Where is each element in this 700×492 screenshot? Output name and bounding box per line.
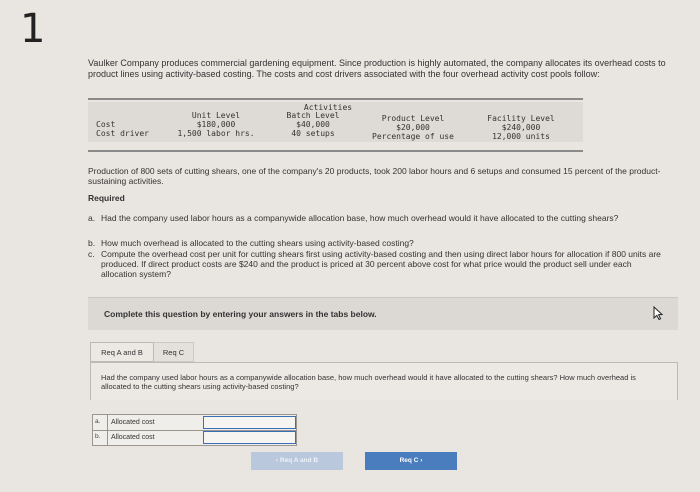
tab-req-a-and-b[interactable]: Req A and B — [90, 342, 154, 362]
unit-level-cost: $180,000 — [196, 120, 236, 129]
facility-level-header: Facility Level — [487, 114, 555, 123]
row-label-cost-driver: Cost driver — [96, 129, 149, 138]
table-row — [93, 430, 296, 445]
product-level-driver: Percentage of use — [372, 132, 454, 141]
row-label-cost: Cost — [96, 120, 116, 129]
facility-level-cost: $240,000 — [501, 123, 541, 132]
row-letter: b. — [95, 433, 101, 440]
facility-level-driver: 12,000 units — [492, 132, 550, 141]
allocated-cost-a-input[interactable] — [203, 416, 296, 429]
requirement-c — [88, 249, 668, 281]
activities-header: Activities — [303, 103, 353, 112]
product-level-cost: $20,000 — [396, 123, 430, 132]
batch-level-header: Batch Level — [286, 111, 340, 120]
tab-panel — [90, 362, 678, 400]
allocated-cost-b-input[interactable] — [203, 431, 296, 444]
instructions-box — [88, 297, 678, 330]
requirement-text: How much overhead is allocated to the cutting shears using activity-based costing? — [101, 238, 414, 248]
prev-button-label: Req A and B — [279, 457, 319, 464]
activity-cost-table — [88, 98, 583, 152]
chevron-left-icon: ‹ — [275, 457, 279, 464]
requirement-a — [88, 213, 668, 233]
requirement-letter: c. — [88, 249, 95, 259]
question-number: 1 — [20, 6, 46, 52]
problem-intro: Vaulker Company produces commercial gardening equipment. Since production is highly automated, the company allocates its overhead costs to product lines using activity-based costing. The costs and cost drivers associated with the four overhead activity cost pools follow: — [88, 58, 666, 79]
batch-level-driver: 40 setups — [291, 129, 335, 138]
requirement-letter: a. — [88, 213, 96, 223]
row-label: Allocated cost — [107, 430, 203, 445]
tab-req-c[interactable]: Req C — [154, 342, 194, 362]
unit-level-driver: 1,500 labor hrs. — [177, 129, 255, 138]
next-button-label: Req C — [399, 457, 419, 464]
chevron-right-icon: › — [420, 457, 423, 464]
instructions-text: Complete this question by entering your answers in the tabs below. — [104, 309, 377, 319]
row-label: Allocated cost — [107, 415, 203, 430]
prev-button[interactable] — [251, 452, 343, 470]
requirement-letter: b. — [88, 238, 96, 248]
production-text: Production of 800 sets of cutting shears, one of the company's 20 products, took 200 labor hours and 6 setups and consumed 15 percent of the product-sustaining activities. — [88, 166, 661, 186]
requirement-text: Had the company used labor hours as a companywide allocation base, how much overhead would it have allocated to the cutting shears? — [101, 213, 619, 223]
next-button[interactable] — [365, 452, 457, 470]
batch-level-cost: $40,000 — [296, 120, 330, 129]
answer-table — [92, 414, 297, 446]
product-level-header: Product Level — [381, 114, 445, 123]
required-heading: Required — [88, 193, 125, 203]
table-row — [93, 415, 296, 431]
requirement-text: Compute the overhead cost per unit for cutting shears first using activity-based costing and then using direct labor hours for allocation if 800 units are produced. If direct product costs are $240 and the product is priced at 30 percent above cost for what price would the product sell under each allocation system? — [101, 249, 661, 279]
unit-level-header: Unit Level — [191, 111, 241, 120]
row-letter: a. — [95, 418, 101, 425]
requirement-b — [88, 238, 668, 248]
tab-question-text: Had the company used labor hours as a companywide allocation base, how much overhead would it have allocated to the cutting shears? How much overhead is allocated to the cutting shears using activity-based costing? — [101, 373, 636, 391]
cursor-icon — [653, 306, 663, 320]
